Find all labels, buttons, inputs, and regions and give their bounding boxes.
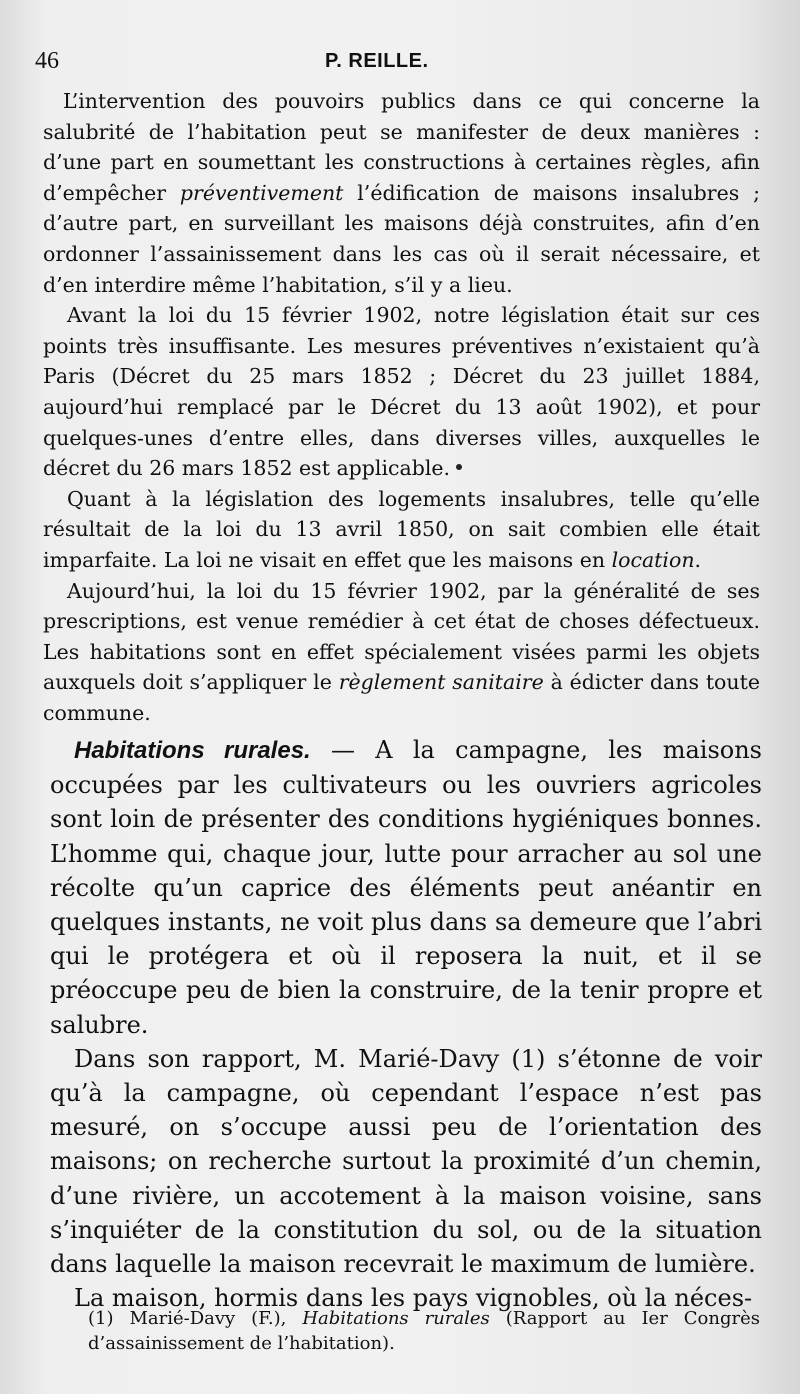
paragraph-text: L’intervention des pouvoirs publics dans ce qui concerne la salubrité de l’habitation peut se manifester de deux manières : d’une part en soumettant les constructions à certaines règles, afin d’empêcher <box>43 89 760 205</box>
emphasis-text: préventivement <box>179 180 344 205</box>
paragraph-text: l’édification de maisons insalubres ; d’autre part, en surveillant les maisons déjà construites, afin d’en ordonner l’assainissement dans les cas où il serait nécessaire, et d’en interdire même l’habitation, s’il y a lieu. <box>43 180 760 297</box>
paragraph-text: — A la campagne, les maisons occupées par les cultivateurs ou les ouvriers agricoles sont loin de présenter des conditions hygiéniques bonnes. L’homme qui, chaque jour, lutte pour arracher au sol une récolte qu’un caprice des éléments peut anéantir en quelques instants, ne voit plus dans sa demeure que l’abri qui le protégera et où il reposera la nuit, et il se préoccupe peu de bien la construire, de la tenir propre et salubre. <box>50 736 763 1039</box>
paragraph-intervention <box>43 86 760 300</box>
body-text-section <box>50 733 762 1315</box>
paragraph-text: Avant la loi du 15 février 1902, notre législation était sur ces points très insuffisante. Les mesures préventives n’existaient qu’à Paris (Décret du 25 mars 1852 ; Décret du 23 juillet 1884, aujourd’hui remplacé par le Décret du 13 août 1902), et pour quelques-unes d’entre elles, dans diverses villes, auxquelles le décret du 26 mars 1852 est applicable. <box>43 303 760 481</box>
paragraph-loi-1902 <box>43 300 760 484</box>
paragraph-aujourdhui <box>43 576 760 729</box>
paragraph-habitations-rurales <box>50 733 762 1042</box>
body-text-top <box>43 86 760 728</box>
page-number: 46 <box>35 48 59 74</box>
paragraph-text: . <box>694 547 702 572</box>
paragraph-text: La maison, hormis dans les pays vignobles, où la néces- <box>74 1284 753 1313</box>
paragraph-logements-insalubres <box>43 484 760 576</box>
page-header <box>35 48 760 78</box>
paragraph-text: à édicter dans toute commune. <box>43 670 760 725</box>
section-heading: Habitations rurales. <box>74 737 311 764</box>
paragraph-text: Aujourd’hui, la loi du 15 février 1902, par la généralité de ses prescriptions, est venue remédier à cet état de choses défectueux. Les habitations sont en effet spécialement visées parmi les objets auxquels doit s’appliquer le <box>43 578 760 695</box>
running-head-author: P. REILLE. <box>325 50 429 72</box>
paragraph-text: Dans son rapport, M. Marié-Davy (1) s’étonne de voir qu’à la campagne, où cependant l’espace n’est pas mesuré, on s’occupe aussi peu de l’orientation des maisons; on recherche surtout la proximité d’un chemin, d’une rivière, un accotement à la maison voisine, sans s’inquiéter de la constitution du sol, ou de la situation dans laquelle la maison recevrait le maximum de lumière. <box>50 1044 762 1279</box>
emphasis-text: règlement sanitaire <box>338 670 544 695</box>
footnote-text: (1) Marié-Davy (F.), <box>88 1308 303 1329</box>
footnote-text: (Rapport au Ier Congrès d’assainissement de l’habitation). <box>88 1308 760 1354</box>
paragraph-marie-davy <box>50 1042 762 1281</box>
footnote-title: Habitations rurales <box>302 1308 490 1329</box>
footnote <box>88 1306 760 1356</box>
emphasis-text: location <box>611 547 695 572</box>
ink-speck <box>456 464 462 470</box>
paragraph-text: Quant à la législation des logements insalubres, telle qu’elle résultait de la loi du 13 avril 1850, on sait combien elle était imparfaite. La loi ne visait en effet que les maisons en <box>43 486 760 572</box>
